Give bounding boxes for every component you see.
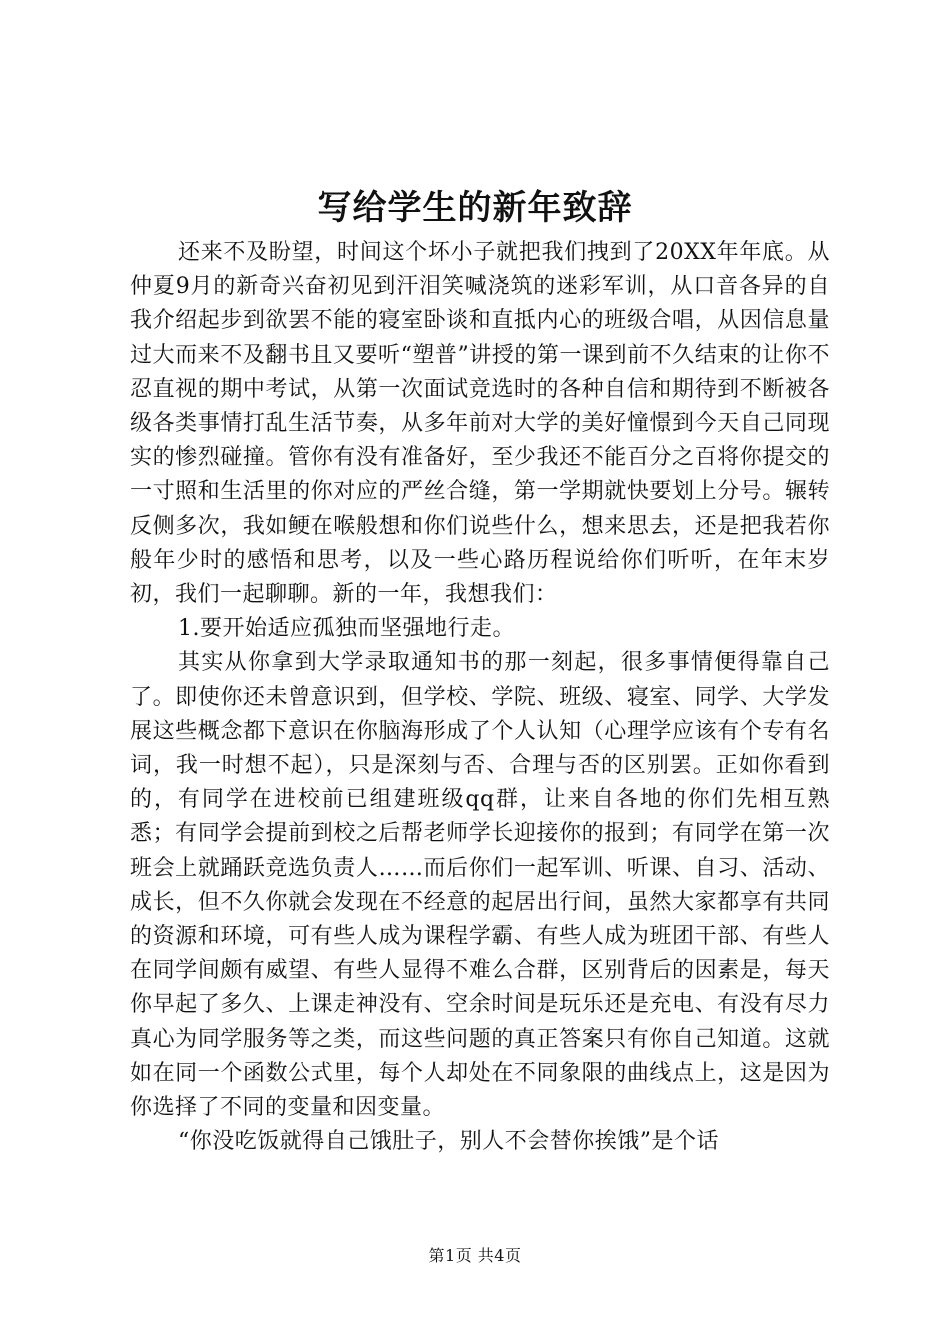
page-number-footer: 第1页 共4页 [428, 1246, 522, 1265]
document-title: 写给学生的新年致辞 [317, 188, 633, 228]
paragraph-2: 其实从你拿到大学录取通知书的那一刻起，很多事情便得靠自己了。即使你还未曾意识到，但学校、学院、班级、寝室、同学、大学发展这些概念都下意识在你脑海形成了个人认知（心理学应该有个专有名词，我一时想不起），只是深刻与否、合理与否的区别罢。正如你看到的，有同学在进校前已组建班级qq群，让来自各地的你们先相互熟悉；有同学会提前到校之后帮老师学长迎接你的报到；有同学在第一次班会上就踊跃竞选负责人……而后你们一起军训、听课、自习、活动、成长，但不久你就会发现在不经意的起居出行间，虽然大家都享有共同的资源和环境，可有些人成为课程学霸、有些人成为班团干部、有些人在同学间颇有威望、有些人显得不难么合群，区别背后的因素是，每天你早起了多久、上课走神没有、空余时间是玩乐还是充电、有没有尽力真心为同学服务等之类，而这些问题的真正答案只有你自己知道。这就如在同一个函数公式里，每个人却处在不同象限的曲线点上，这是因为你选择了不同的变量和因变量。 [130, 650, 830, 1121]
paragraph-intro: 还来不及盼望，时间这个坏小子就把我们拽到了20XX年年底。从仲夏9月的新奇兴奋初见到汗泪笑喊浇筑的迷彩军训，从口音各异的自我介绍起步到欲罢不能的寝室卧谈和直抵内心的班级合唱，从因信息量过大而来不及翻书且又要听“塑普”讲授的第一课到前不久结束的让你不忍直视的期中考试，从第一次面试竞选时的各种自信和期待到不断被各级各类事情打乱生活节奏，从多年前对大学的美好憧憬到今天自己同现实的惨烈碰撞。管你有没有准备好，至少我还不能百分之百将你提交的一寸照和生活里的你对应的严丝合缝，第一学期就快要划上分号。辗转反侧多次，我如鲠在喉般想和你们说些什么，想来思去，还是把我若你般年少时的感悟和思考，以及一些心路历程说给你们听听，在年末岁初，我们一起聊聊。新的一年，我想我们： [130, 240, 830, 608]
document-body [130, 236, 830, 1159]
paragraph-3: “你没吃饭就得自己饿肚子，别人不会替你挨饿”是个话 [178, 1129, 719, 1155]
list-item-1: 1.要开始适应孤独而坚强地行走。 [178, 616, 515, 642]
